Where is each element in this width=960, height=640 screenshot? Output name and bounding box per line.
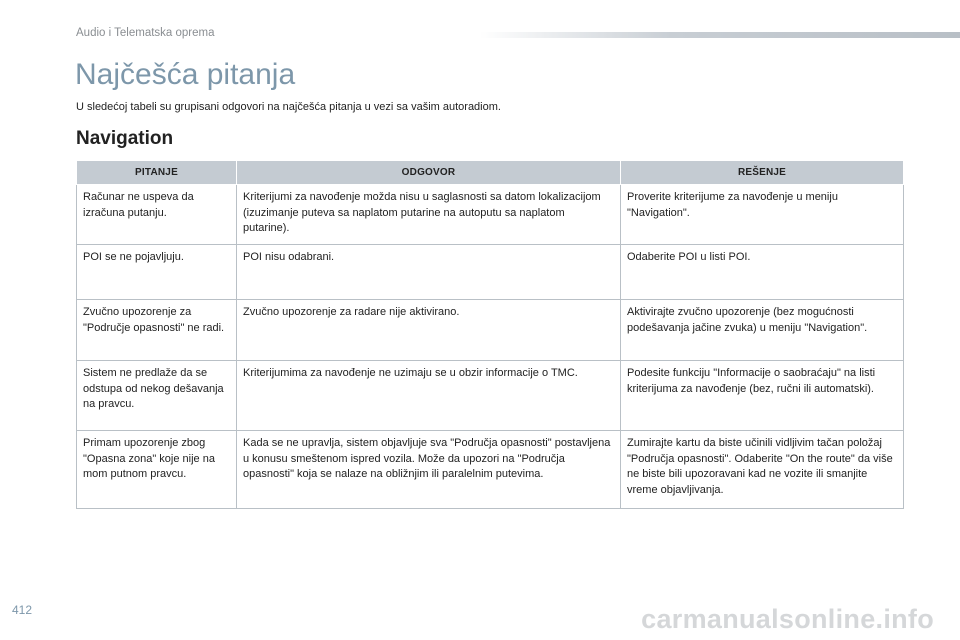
table-row bbox=[77, 245, 904, 300]
cell-answer: POI nisu odabrani. bbox=[237, 245, 621, 300]
cell-solution: Aktivirajte zvučno upozorenje (bez mogućnosti podešavanja jačine zvuka) u meniju "Navigation". bbox=[621, 300, 904, 361]
watermark-text[interactable]: carmanualsonline.info bbox=[641, 604, 934, 634]
cell-question: Računar ne uspeva da izračuna putanju. bbox=[77, 185, 237, 245]
cell-solution: Zumirajte kartu da biste učinili vidljivim tačan položaj "Područja opasnosti". Odaberite "On the route" da više ne biste bili upozoravani kad ne vozite ili smanjite vreme objavljivanja. bbox=[621, 431, 904, 509]
cell-solution: Odaberite POI u listi POI. bbox=[621, 245, 904, 300]
section-heading: Navigation bbox=[76, 128, 174, 149]
column-header-question: PITANJE bbox=[77, 161, 237, 185]
cell-question: POI se ne pojavljuju. bbox=[77, 245, 237, 300]
intro-text: U sledećoj tabeli su grupisani odgovori na najčešća pitanja u vezi sa vašim autoradiom. bbox=[76, 101, 501, 113]
cell-question: Sistem ne predlaže da se odstupa od nekog dešavanja na pravcu. bbox=[77, 361, 237, 431]
table-header-row bbox=[77, 161, 904, 185]
table-row bbox=[77, 361, 904, 431]
cell-answer: Kriterijumima za navođenje ne uzimaju se u obzir informacije o TMC. bbox=[237, 361, 621, 431]
page-number: 412 bbox=[12, 603, 33, 617]
header-section-label: Audio i Telematska oprema bbox=[76, 27, 215, 39]
cell-answer: Kriterijumi za navođenje možda nisu u saglasnosti sa datom lokalizacijom (izuzimanje puteva sa naplatom putarine na autoputu sa naplatom putarine). bbox=[237, 185, 621, 245]
header-decorative-bar bbox=[480, 32, 960, 38]
cell-question: Zvučno upozorenje za "Područje opasnosti" ne radi. bbox=[77, 300, 237, 361]
cell-question: Primam upozorenje zbog "Opasna zona" koje nije na mom putnom pravcu. bbox=[77, 431, 237, 509]
page-title: Najčešća pitanja bbox=[75, 58, 296, 91]
faq-table bbox=[76, 160, 904, 509]
table-row bbox=[77, 185, 904, 245]
column-header-solution: REŠENJE bbox=[621, 161, 904, 185]
table-row bbox=[77, 300, 904, 361]
column-header-answer: ODGOVOR bbox=[237, 161, 621, 185]
table-row bbox=[77, 431, 904, 509]
cell-solution: Podesite funkciju "Informacije o saobraćaju" na listi kriterijuma za navođenje (bez, ručni ili automatski). bbox=[621, 361, 904, 431]
cell-solution: Proverite kriterijume za navođenje u meniju "Navigation". bbox=[621, 185, 904, 245]
cell-answer: Zvučno upozorenje za radare nije aktivirano. bbox=[237, 300, 621, 361]
cell-answer: Kada se ne upravlja, sistem objavljuje sva "Područja opasnosti" postavljena u konusu smeštenom ispred vozila. Može da upozori na "Područja opasnosti" koja se nalaze na obližnjim ili paralelnim putevima. bbox=[237, 431, 621, 509]
